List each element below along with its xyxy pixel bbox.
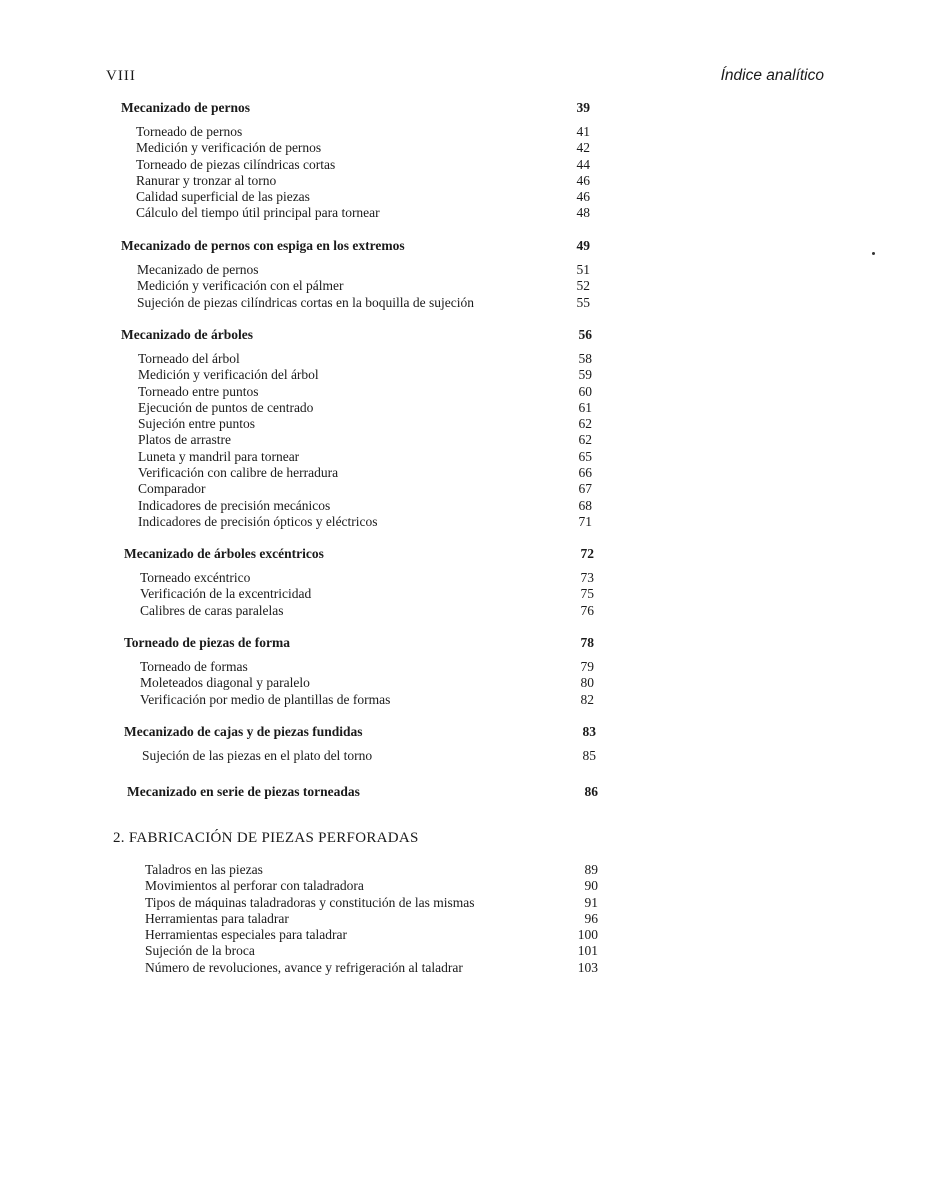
page-ref: 89 xyxy=(584,862,598,877)
page-ref: 51 xyxy=(576,262,590,277)
section-heading-row xyxy=(0,635,926,659)
toc-entry xyxy=(0,960,926,976)
section-heading: Mecanizado de árboles xyxy=(121,327,253,342)
entry-title: Taladros en las piezas xyxy=(145,862,263,877)
page-ref: 83 xyxy=(582,724,596,739)
page-ref: 68 xyxy=(578,497,592,513)
page-ref: 86 xyxy=(584,784,598,799)
entry-title: Medición y verificación de pernos xyxy=(136,140,322,156)
entry-title: Sujeción entre puntos xyxy=(138,416,255,432)
page-ref: 52 xyxy=(576,278,590,294)
toc-entry xyxy=(0,862,926,878)
page-ref: 42 xyxy=(576,140,590,156)
page-ref: 96 xyxy=(584,910,598,926)
page-ref: 62 xyxy=(578,432,592,448)
section-heading: Torneado de piezas de forma xyxy=(124,635,290,650)
entry-title: Sujeción de piezas cilíndricas cortas en la boquilla de sujeción xyxy=(137,294,475,310)
page-ref: 61 xyxy=(578,399,592,415)
toc-entry xyxy=(0,416,926,432)
toc-entry xyxy=(0,124,926,140)
page-ref: 60 xyxy=(578,383,592,399)
entry-title: Verificación de la excentricidad xyxy=(140,586,312,602)
toc-entry xyxy=(0,262,926,278)
chapter-title: 2. FABRICACIÓN DE PIEZAS PERFORADAS xyxy=(113,830,419,846)
entry-title: Calibres de caras paralelas xyxy=(140,602,284,618)
entry-title: Torneado del árbol xyxy=(138,351,240,366)
toc-entry xyxy=(0,943,926,959)
entry-title: Comparador xyxy=(138,481,206,497)
section-heading: Mecanizado de cajas y de piezas fundidas xyxy=(124,724,363,739)
entry-title: Torneado entre puntos xyxy=(138,383,259,399)
entry-title: Torneado de piezas cilíndricas cortas xyxy=(136,156,336,172)
toc-entry xyxy=(0,878,926,894)
entry-title: Número de revoluciones, avance y refrigeración al taladrar xyxy=(145,959,463,975)
page-ref: 90 xyxy=(584,878,598,894)
page-ref: 78 xyxy=(580,635,594,650)
page-ref: 46 xyxy=(576,189,590,205)
section-heading: Mecanizado de pernos xyxy=(121,100,250,115)
toc-section xyxy=(0,546,926,619)
toc-entry xyxy=(0,367,926,383)
toc-entry xyxy=(0,586,926,602)
entry-title: Mecanizado de pernos xyxy=(137,262,259,277)
running-head: Índice analítico xyxy=(720,67,824,84)
entry-title: Medición y verificación del árbol xyxy=(138,367,319,383)
page-ref: 82 xyxy=(580,691,594,707)
page-ref: 100 xyxy=(577,927,598,943)
toc-section xyxy=(0,327,926,530)
entry-title: Herramientas especiales para taladrar xyxy=(145,927,348,943)
page-ref: 39 xyxy=(576,100,590,115)
page-ref: 59 xyxy=(578,367,592,383)
page-ref: 80 xyxy=(580,675,594,691)
toc-entry xyxy=(0,514,926,530)
entry-title: Platos de arrastre xyxy=(138,432,231,448)
section-heading-row xyxy=(0,100,926,124)
section-heading-row xyxy=(0,724,926,748)
entry-title: Medición y verificación con el pálmer xyxy=(137,278,344,294)
toc-entry xyxy=(0,295,926,311)
toc-entry xyxy=(0,465,926,481)
toc-entry xyxy=(0,278,926,294)
toc-section xyxy=(0,100,926,222)
toc-entry xyxy=(0,449,926,465)
entry-title: Torneado de pernos xyxy=(136,124,243,139)
toc-entry xyxy=(0,927,926,943)
section-heading: Mecanizado de árboles excéntricos xyxy=(124,546,324,561)
toc-entry xyxy=(0,384,926,400)
section-heading: Mecanizado en serie de piezas torneadas xyxy=(127,784,360,799)
toc-entry xyxy=(0,748,926,764)
page-ref: 48 xyxy=(576,205,590,221)
toc-entry xyxy=(0,140,926,156)
page-ref: 71 xyxy=(578,513,592,529)
page-ref: 67 xyxy=(578,481,592,497)
toc-entry xyxy=(0,189,926,205)
entry-title: Ranurar y tronzar al torno xyxy=(136,172,277,188)
toc-entry xyxy=(0,481,926,497)
section-heading-row xyxy=(0,327,926,351)
section-heading-row xyxy=(0,546,926,570)
toc-entry xyxy=(0,498,926,514)
page-ref: 44 xyxy=(576,156,590,172)
entry-title: Luneta y mandril para tornear xyxy=(138,448,300,464)
entry-title: Torneado excéntrico xyxy=(140,570,251,585)
entry-title: Movimientos al perforar con taladradora xyxy=(145,878,364,894)
entry-title: Sujeción de las piezas en el plato del torno xyxy=(142,748,373,763)
page-ref: 56 xyxy=(578,327,592,342)
toc-entry xyxy=(0,351,926,367)
toc-entry xyxy=(0,432,926,448)
toc-entry xyxy=(0,675,926,691)
toc-entry xyxy=(0,895,926,911)
toc-entry xyxy=(0,570,926,586)
page-ref: 76 xyxy=(580,602,594,618)
toc-entry xyxy=(0,911,926,927)
page-ref: 66 xyxy=(578,465,592,481)
page-ref: 49 xyxy=(576,238,590,253)
page-ref: 62 xyxy=(578,416,592,432)
entry-title: Tipos de máquinas taladradoras y constitución de las mismas xyxy=(145,894,475,910)
toc-section xyxy=(0,724,926,764)
toc-entry xyxy=(0,692,926,708)
entry-title: Torneado de formas xyxy=(140,659,248,674)
entry-title: Herramientas para taladrar xyxy=(145,910,289,926)
entry-title: Sujeción de la broca xyxy=(145,943,255,959)
entry-title: Indicadores de precisión ópticos y eléctricos xyxy=(138,513,378,529)
toc-entry xyxy=(0,659,926,675)
section-heading-row xyxy=(0,238,926,262)
entry-title: Ejecución de puntos de centrado xyxy=(138,399,314,415)
entry-title: Verificación con calibre de herradura xyxy=(138,465,339,481)
page-ref: 58 xyxy=(578,351,592,366)
toc-entry xyxy=(0,400,926,416)
page-ref: 73 xyxy=(580,570,594,585)
page-ref: 103 xyxy=(577,959,598,975)
page-ref: 55 xyxy=(576,294,590,310)
page-ref: 75 xyxy=(580,586,594,602)
section-heading: Mecanizado de pernos con espiga en los extremos xyxy=(121,238,405,253)
page-number: VIII xyxy=(106,68,136,84)
page-ref: 65 xyxy=(578,448,592,464)
page-ref: 85 xyxy=(582,748,596,763)
entry-title: Moleteados diagonal y paralelo xyxy=(140,675,310,691)
toc-entry xyxy=(0,205,926,221)
toc-entry xyxy=(0,603,926,619)
section-heading-row xyxy=(0,784,926,808)
toc-section xyxy=(0,635,926,708)
page-ref: 79 xyxy=(580,659,594,674)
page-ref: 101 xyxy=(577,943,598,959)
entry-title: Cálculo del tiempo útil principal para tornear xyxy=(136,205,380,221)
toc-entry xyxy=(0,173,926,189)
page-ref: 46 xyxy=(576,172,590,188)
entry-title: Indicadores de precisión mecánicos xyxy=(138,497,331,513)
page-ref: 41 xyxy=(576,124,590,139)
entry-title: Calidad superficial de las piezas xyxy=(136,189,310,205)
page-ref: 72 xyxy=(580,546,594,561)
page-ref: 91 xyxy=(584,894,598,910)
toc-entry xyxy=(0,157,926,173)
toc-section xyxy=(0,238,926,311)
chapter-entries xyxy=(0,862,926,976)
entry-title: Verificación por medio de plantillas de formas xyxy=(140,691,391,707)
toc-section xyxy=(0,784,926,808)
